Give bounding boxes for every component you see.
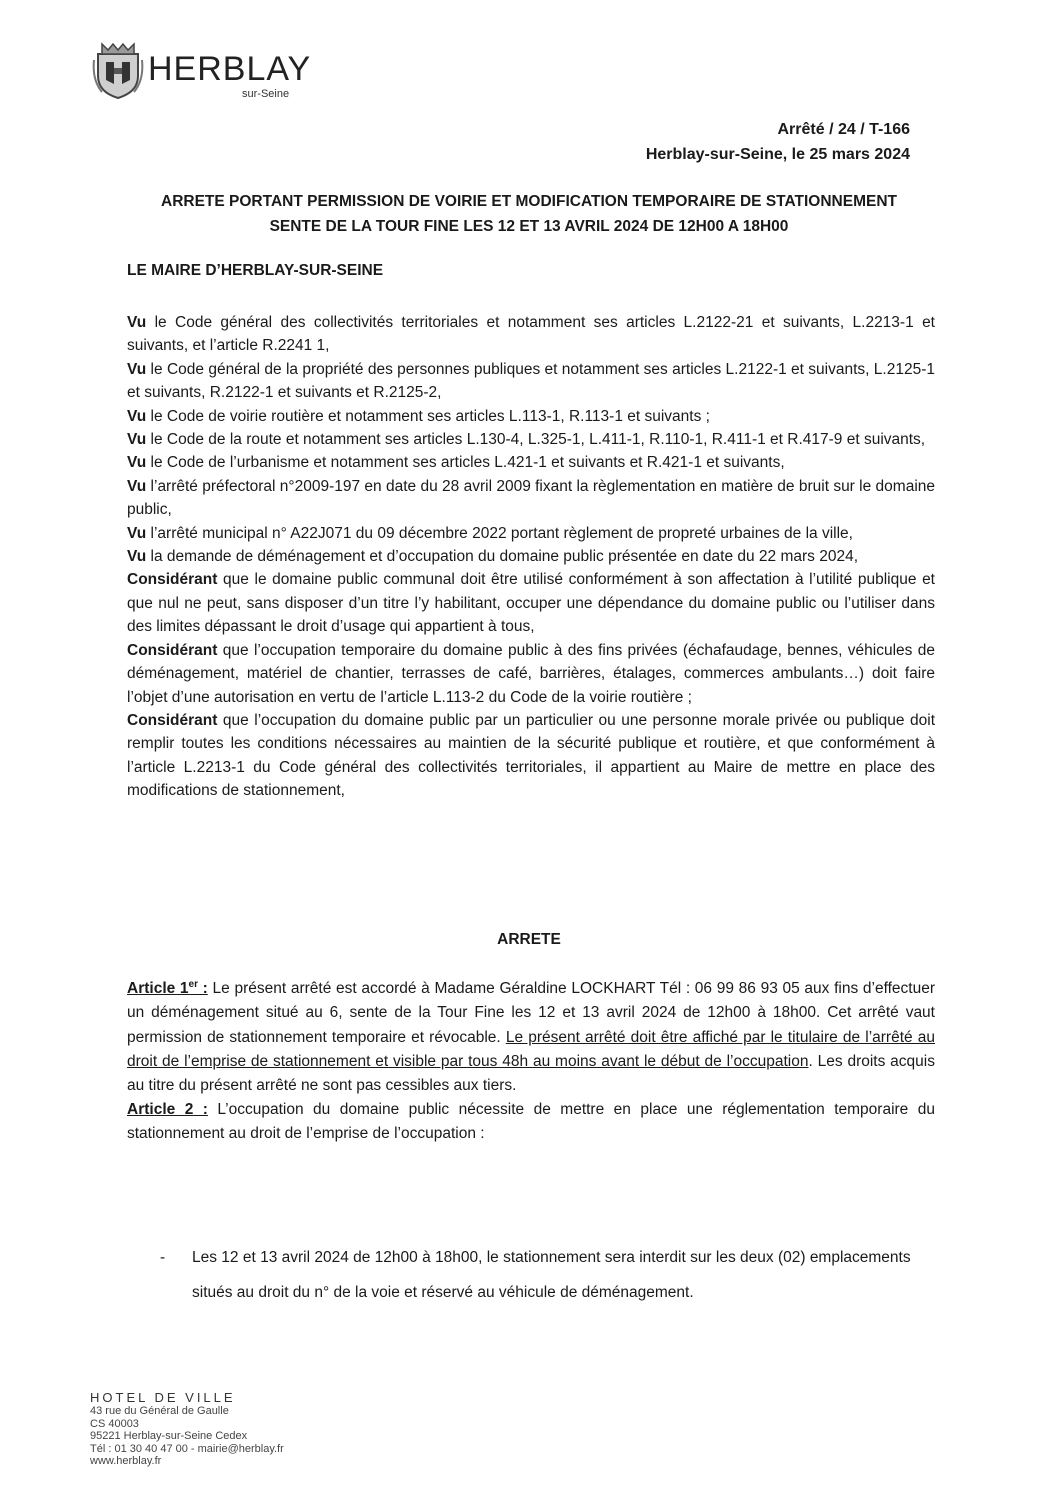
article-2-text: L’occupation du domaine public nécessite de mettre en place une réglementation temporaire du stationnement au droit de l’emprise de l’occupation : <box>127 1101 935 1143</box>
footer-heading: HOTEL DE VILLE <box>90 1390 236 1405</box>
article-2-label <box>127 1101 208 1118</box>
consideration-text: l’arrêté municipal n° A22J071 du 09 décembre 2022 portant règlement de propreté urbaines de la ville, <box>146 524 853 542</box>
city-crest-icon <box>92 40 144 100</box>
consideration-text: le Code de voirie routière et notamment ses articles L.113-1, R.113-1 et suivants ; <box>146 407 710 425</box>
consideration-text: l’arrêté préfectoral n°2009-197 en date du 28 avril 2009 fixant la règlementation en matière de bruit sur le domaine public, <box>127 477 935 519</box>
footer-line: CS 40003 <box>90 1417 139 1430</box>
considerations-block <box>127 311 935 803</box>
bullet-dash: - <box>160 1249 166 1266</box>
article-1-label <box>127 980 208 997</box>
footer-line: 95221 Herblay-sur-Seine Cedex <box>90 1430 248 1442</box>
decree-number: Arrêté / 24 / T-166 <box>777 121 910 138</box>
brand-name: HERBLAY <box>148 50 312 88</box>
decision-heading: ARRETE <box>497 931 561 948</box>
consideration-lead: Vu <box>127 548 147 566</box>
footer-line: Tél : 01 30 40 47 00 - mairie@herblay.fr <box>90 1442 284 1455</box>
consideration-paragraph <box>127 475 935 522</box>
consideration-paragraph <box>127 545 935 568</box>
consideration-text: le Code général des collectivités territoriales et notamment ses articles L.2122-21 et suivants, L.2213-1 et suivants, et l’article R.2241 1, <box>127 314 935 355</box>
consideration-lead: Vu <box>127 477 147 495</box>
consideration-paragraph <box>127 405 935 428</box>
articles-block <box>127 973 935 1147</box>
decree-title-line: ARRETE PORTANT PERMISSION DE VOIRIE ET MODIFICATION TEMPORAIRE DE STATIONNEMENT <box>161 193 897 210</box>
consideration-text: que l’occupation temporaire du domaine public à des fins privées (échafaudage, bennes, véhicules de déménagement, matériel de chantier, terrasses de café, barrières, étalages, commerces ambulants…) doit faire l’objet d’une autorisation en vertu de l’article L.113-2 du Code de la voirie routière ; <box>127 641 935 706</box>
decree-place-date: Herblay-sur-Seine, le 25 mars 2024 <box>645 146 910 163</box>
consideration-paragraph <box>127 522 935 545</box>
decree-title-line: SENTE DE LA TOUR FINE LES 12 ET 13 AVRIL 2024 DE 12H00 A 18H00 <box>269 218 789 235</box>
consideration-paragraph <box>127 709 935 803</box>
brand-subtitle: sur-Seine <box>242 88 290 100</box>
decree-reference <box>646 117 910 167</box>
footer-address <box>90 1390 284 1468</box>
consideration-paragraph <box>127 428 935 451</box>
article-label-sup: er <box>188 979 198 990</box>
consideration-text: le Code de la route et notamment ses articles L.130-4, L.325-1, L.411-1, R.110-1, R.411-1 et R.417-9 et suivants, <box>146 431 926 449</box>
article-label-colon: : <box>198 980 208 998</box>
article-1-tail: . Les droits acquis au titre du présent arrêté ne sont pas cessibles aux tiers. <box>127 1052 935 1094</box>
article-1 <box>127 973 935 1098</box>
consideration-text: que l’occupation du domaine public par un particulier ou une personne morale privée ou publique doit remplir toutes les conditions nécessaires au maintien de la sécurité publique et routière, et que conformément à l’article L.2213-1 du Code général des collectivités territoriales, il appartient au Maire de mettre en place des modifications de stationnement, <box>127 711 935 800</box>
consideration-paragraph <box>127 451 935 474</box>
article-label-text: Article 1 <box>127 980 189 998</box>
article-1-text: Le présent arrêté est accordé à Madame Géraldine LOCKHART Tél : 06 99 86 93 05 aux fins d’effectuer un déménagement situé au 6, sente de la Tour Fine les 12 et 13 avril 2024 de 12h00 à 18h00. Cet arrêté vaut permission de stationnement temporaire et révocable. <box>127 980 935 1046</box>
consideration-lead: Considérant <box>127 571 218 589</box>
consideration-lead: Vu <box>127 314 147 331</box>
consideration-paragraph <box>127 639 935 709</box>
footer-line: 43 rue du Général de Gaulle <box>90 1405 229 1417</box>
article-label-text: Article 2 <box>127 1101 194 1119</box>
consideration-text: le Code de l’urbanisme et notamment ses articles L.421-1 et suivants et R.421-1 et suivants, <box>146 454 785 472</box>
consideration-lead: Vu <box>127 431 147 449</box>
consideration-lead: Vu <box>127 407 147 425</box>
consideration-lead: Considérant <box>127 641 218 659</box>
consideration-paragraph <box>127 568 935 638</box>
consideration-text: la demande de déménagement et d’occupation du domaine public présentée en date du 22 mars 2024, <box>146 548 859 566</box>
consideration-paragraph <box>127 311 935 358</box>
consideration-paragraph <box>127 358 935 405</box>
consideration-lead: Vu <box>127 360 147 378</box>
mayor-heading: LE MAIRE D’HERBLAY-SUR-SEINE <box>127 262 384 279</box>
decree-title <box>60 189 998 239</box>
consideration-text: le Code général de la propriété des personnes publiques et notamment ses articles L.2122-1 et suivants, L.2125-1 et suivants, R.2122-1 et suivants et R.2125-2, <box>127 360 935 402</box>
consideration-lead: Considérant <box>127 711 218 729</box>
footer-line: www.herblay.fr <box>90 1455 162 1467</box>
herblay-logo <box>92 40 322 100</box>
bullet-text: Les 12 et 13 avril 2024 de 12h00 à 18h00, le stationnement sera interdit sur les deux (02) emplacements situés au droit du n° de la voie et réservé au véhicule de déménagement. <box>192 1249 911 1301</box>
article-2 <box>127 1098 935 1146</box>
consideration-text: que le domaine public communal doit être utilisé conformément à son affectation à l’utilité publique et que nul ne peut, sans disposer d’un titre l’y habilitant, occuper une dépendance du domaine public ou l’utiliser dans des limites dépassant le droit d’usage qui appartient à tous, <box>127 571 935 636</box>
article-1-underlined: Le présent arrêté doit être affiché par le titulaire de l’arrêté au droit de l’emprise de stationnement et visible par tous 48h au moins avant le début de l’occupation <box>127 1028 935 1070</box>
consideration-lead: Vu <box>127 524 147 542</box>
article-label-colon: : <box>193 1101 208 1119</box>
consideration-lead: Vu <box>127 454 147 472</box>
